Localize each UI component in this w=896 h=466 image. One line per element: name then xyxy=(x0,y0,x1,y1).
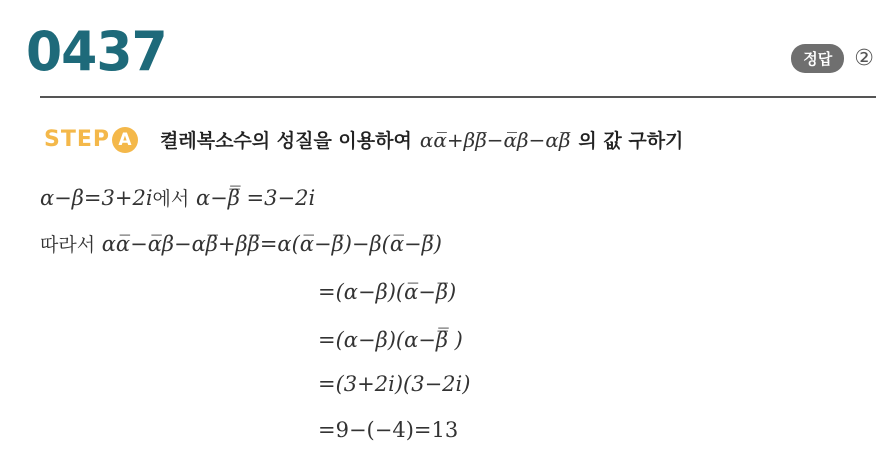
solution-line-4: =(α−β)(α−β̅̅ ) xyxy=(318,328,463,352)
answer-area xyxy=(791,44,874,73)
solution-line-1 xyxy=(40,184,315,211)
line2-prefix: 따라서 xyxy=(40,234,96,256)
line1-text: 에서 xyxy=(152,188,190,210)
line2-math: αα̅−α̅β−αβ̅+ββ̅=α(α̅−β̅)−β(α̅−β̅) xyxy=(101,232,442,256)
line1-math-b: α−β̅̅ =3−2i xyxy=(195,186,316,210)
solution-line-6: =9−(−4)=13 xyxy=(318,418,459,442)
solution-line-5: =(3+2i)(3−2i) xyxy=(318,372,471,396)
step-label: STEP xyxy=(44,127,111,152)
step-header xyxy=(44,126,683,153)
step-title: 켤레복소수의 성질을 이용하여 xyxy=(160,130,412,152)
solution-line-2 xyxy=(40,230,442,257)
step-title-suffix: 의 값 구하기 xyxy=(578,130,684,152)
answer-badge: 정답 xyxy=(791,44,844,73)
line1-math-a: α−β=3+2i xyxy=(40,186,153,210)
step-title-math: αα̅+ββ̅−α̅β−αβ̅ xyxy=(419,127,571,152)
problem-number: 0437 xyxy=(26,20,167,84)
divider xyxy=(40,96,876,98)
step-letter-badge: A xyxy=(112,127,138,153)
answer-value: ② xyxy=(854,46,874,71)
solution-line-3: =(α−β)(α̅−β̅) xyxy=(318,280,457,304)
